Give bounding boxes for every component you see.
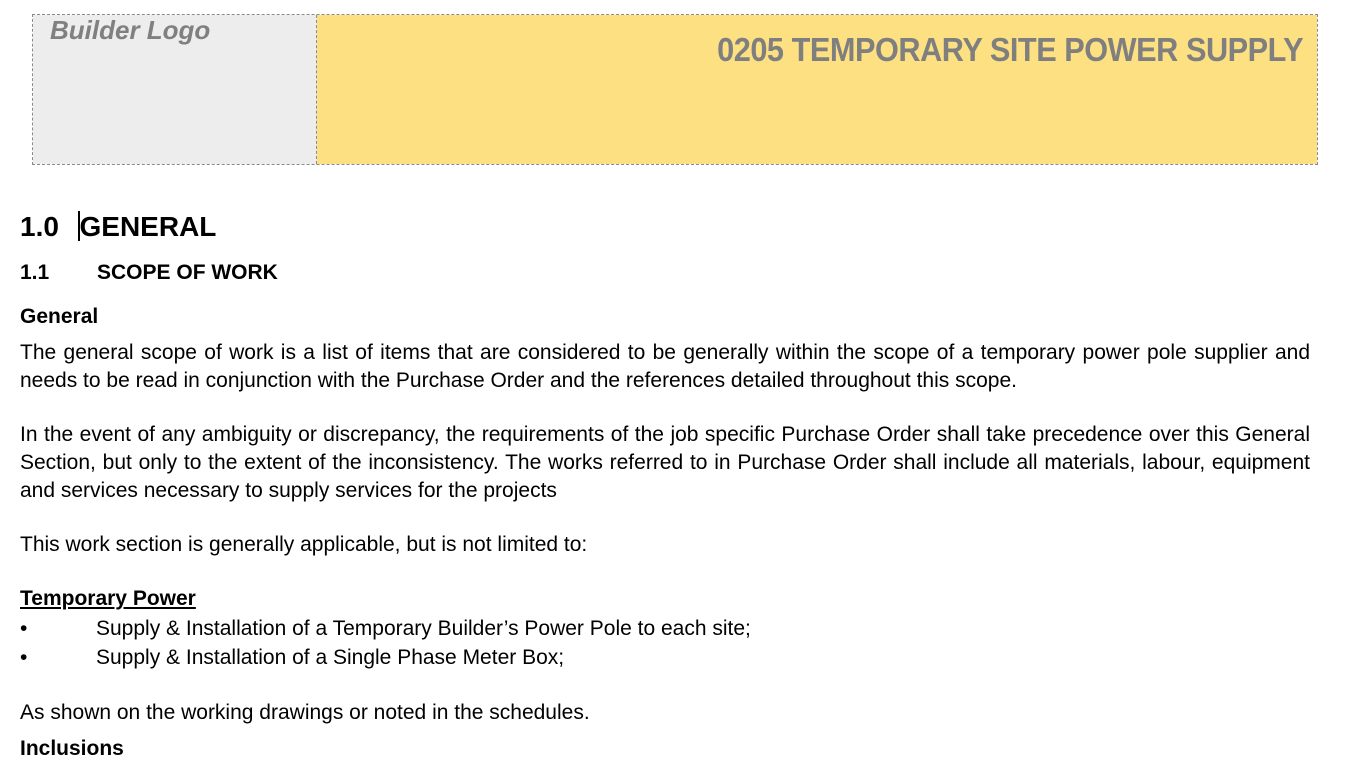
list-item xyxy=(20,646,564,670)
logo-cell xyxy=(33,15,317,164)
heading-title: GENERAL xyxy=(79,211,217,242)
paragraph-scope: The general scope of work is a list of items that are considered to be generally within the scope of a temporary power pole supplier and needs to be read in conjunction with the Purchase Order and the references detailed throughout this scope. xyxy=(20,341,1310,392)
list-item-text: Supply & Installation of a Temporary Builder’s Power Pole to each site; xyxy=(96,617,751,640)
document-title: 0205 TEMPORARY SITE POWER SUPPLY xyxy=(716,31,1303,68)
paragraph-ambiguity: In the event of any ambiguity or discrepancy, the requirements of the job specific Purchase Order shall take precedence over this General Section, but only to the extent of the inconsistency. The works referred to in Purchase Order shall include all materials, labour, equipment and services necessary to supply services for the projects xyxy=(20,423,1310,502)
bullet-icon: • xyxy=(20,646,28,669)
list-item-text: Supply & Installation of a Single Phase Meter Box; xyxy=(96,646,565,669)
subheading-number: 1.1 xyxy=(20,261,50,284)
paragraph-applicability: This work section is generally applicable, but is not limited to: xyxy=(20,533,588,556)
heading-scope-of-work xyxy=(20,261,278,285)
bullet-icon: • xyxy=(20,617,28,640)
heading-general[interactable] xyxy=(20,211,216,243)
inclusions-heading: Inclusions xyxy=(20,737,124,760)
general-heading: General xyxy=(20,305,99,328)
temporary-power-heading: Temporary Power xyxy=(20,587,196,610)
document-header xyxy=(32,14,1318,165)
subheading-title: SCOPE OF WORK xyxy=(97,261,278,284)
paragraph-drawings: As shown on the working drawings or noted in the schedules. xyxy=(20,701,590,724)
list-item xyxy=(20,617,751,641)
builder-logo: Builder Logo xyxy=(50,15,211,45)
heading-number: 1.0 xyxy=(20,211,59,242)
title-cell xyxy=(317,15,1317,164)
